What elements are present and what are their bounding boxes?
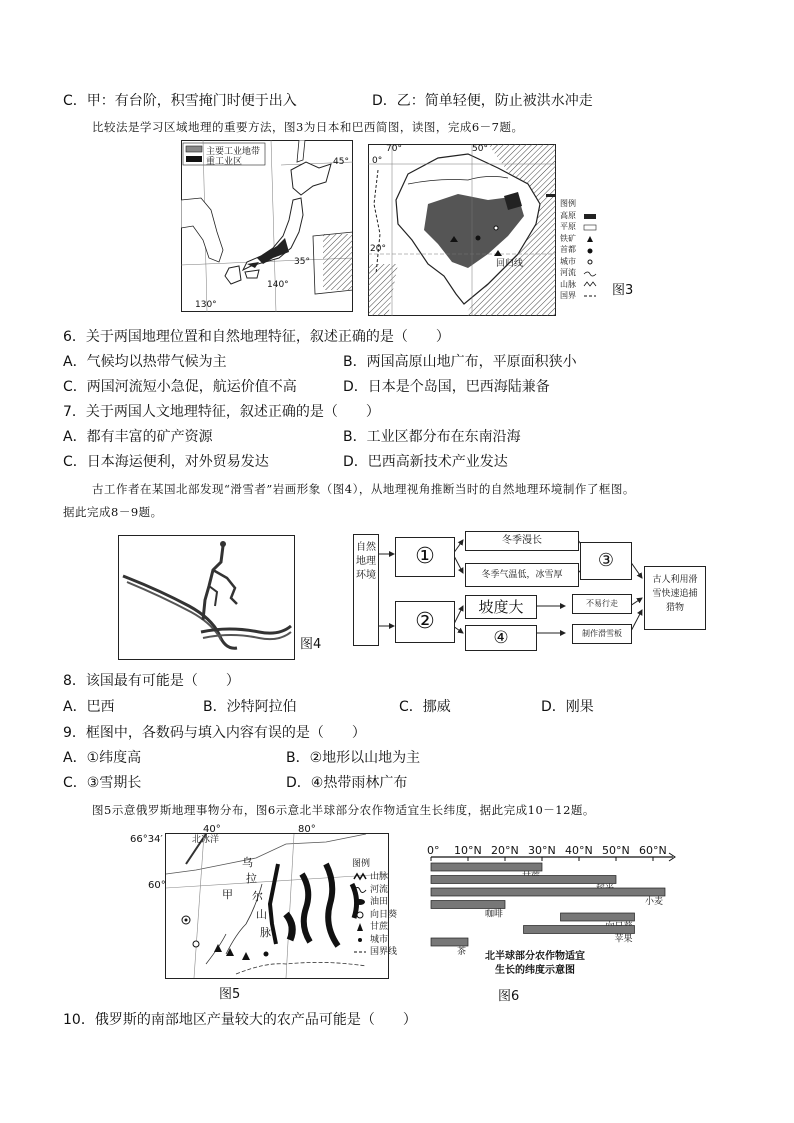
fig5-caption: 图5 xyxy=(219,987,241,1002)
city-icon xyxy=(358,938,362,942)
crop-bar xyxy=(561,913,635,921)
river-icon xyxy=(584,272,596,276)
intro-8-9-line2: 据此完成8－9题。 xyxy=(63,505,163,519)
q8-option-a: A．巴西 xyxy=(63,699,115,715)
box-winter-cold: 冬季气温低，冰雪厚 xyxy=(465,563,579,587)
russia-label-er: 尔 xyxy=(252,890,263,903)
q9-stem: 9．框图中，各数码与填入内容有误的是（ ） xyxy=(63,725,366,741)
sugarcane-icon xyxy=(357,923,363,931)
q7-stem: 7．关于两国人文地理特征，叙述正确的是（ ） xyxy=(63,404,380,420)
russia-legend-sunflower: 向日葵 xyxy=(370,909,398,920)
chart-title-line2: 生长的纬度示意图 xyxy=(495,965,575,976)
plateau-swatch xyxy=(584,214,596,219)
crop-bar-label: 咖啡 xyxy=(484,909,503,920)
capital-icon xyxy=(588,249,593,254)
river-icon xyxy=(354,888,366,893)
q9-option-d: D．④热带雨林广布 xyxy=(286,775,408,791)
q6-option-c: C．两国河流短小急促，航运价值不高 xyxy=(63,379,297,395)
russia-legend-items xyxy=(370,871,410,959)
russia-legend-symbols xyxy=(352,871,368,961)
oil-icon xyxy=(355,899,365,905)
russia-legend xyxy=(352,858,392,871)
q7-option-a: A．都有丰富的矿产资源 xyxy=(63,429,213,445)
city-icon xyxy=(588,260,592,264)
q7-option-c: C．日本海运便利，对外贸易发达 xyxy=(63,454,269,470)
brazil-lat20-label: 20° xyxy=(370,244,386,254)
brazil-lat0-label: 0° xyxy=(372,156,383,166)
q7-option-b: B．工业区都分布在东南沿海 xyxy=(343,429,521,445)
q8-option-c: C．挪威 xyxy=(399,699,451,715)
sunflower-icon xyxy=(357,912,363,918)
brazil-map xyxy=(368,144,556,316)
box-number-4: ④ xyxy=(465,625,537,651)
brazil-legend-symbols xyxy=(582,212,598,306)
box-slope: 坡度大 xyxy=(465,595,537,619)
russia-label-wu: 乌 xyxy=(242,856,253,869)
x-tick-label: 60°N xyxy=(639,844,667,857)
brazil-legend-river: 河流 xyxy=(560,268,576,277)
q6-option-d: D．日本是个岛国，巴西海陆兼备 xyxy=(343,379,550,395)
fig3-caption: 图3 xyxy=(612,283,634,298)
brazil-legend-city: 城市 xyxy=(560,256,576,266)
crop-bar xyxy=(431,863,542,871)
box-number-3: ③ xyxy=(580,542,632,580)
japan-legend-industrial-belt: 主要工业地带 xyxy=(206,147,261,157)
q10-stem: 10．俄罗斯的南部地区产量较大的农产品可能是（ ） xyxy=(63,1012,417,1028)
russia-label-mai: 脉 xyxy=(260,926,271,939)
russia-label-shan: 山 xyxy=(256,908,267,921)
intro-6-7: 比较法是学习区域地理的重要方法，图3为日本和巴西简图，读图，完成6－7题。 xyxy=(92,120,524,134)
russia-legend-city: 城市 xyxy=(370,934,389,945)
russia-ocean-label: 北冰洋 xyxy=(192,835,220,845)
q8-option-d: D．刚果 xyxy=(541,699,594,715)
intro-8-9-line1: 古工作者在某国北部发现“滑雪者”岩画形象（图4），从地理视角推断当时的自然地理环境制作了框图。 xyxy=(92,482,635,496)
box-natural-environment: 自然地理环境 xyxy=(353,534,379,646)
crop-bar xyxy=(431,901,505,909)
x-tick-label: 0° xyxy=(427,844,440,857)
x-tick-label: 40°N xyxy=(565,844,593,857)
japan-lat35-label: 35° xyxy=(294,257,310,267)
x-tick-label: 50°N xyxy=(602,844,630,857)
russia-legend-oil: 油田 xyxy=(370,897,389,907)
q8-stem: 8．该国最有可能是（ ） xyxy=(63,673,240,689)
brazil-legend-title: 图例 xyxy=(560,199,576,208)
crop-bar xyxy=(431,888,665,896)
brazil-legend-capital: 首都 xyxy=(560,245,576,254)
crop-bar-label: 茶 xyxy=(456,947,466,957)
crop-bar-label: 苹果 xyxy=(614,934,633,945)
q9-option-a: A．①纬度高 xyxy=(63,750,142,766)
x-tick-label: 10°N xyxy=(454,844,482,857)
japan-map xyxy=(181,140,353,312)
mountain-icon xyxy=(584,282,596,286)
fig6-caption: 图6 xyxy=(498,989,520,1004)
chart-title-line1: 北半球部分农作物适宜 xyxy=(485,951,585,962)
skier-rock-art xyxy=(118,535,295,660)
box-hard-walk: 不易行走 xyxy=(572,594,632,614)
q9-option-c: C．③雪期长 xyxy=(63,775,142,791)
russia-lon80: 80° xyxy=(298,824,316,835)
box-result: 古人利用滑雪快速追捕猎物 xyxy=(644,566,706,630)
crop-bar xyxy=(431,938,468,946)
brazil-lon50-label: 50° xyxy=(472,144,488,154)
x-tick-label: 30°N xyxy=(528,844,556,857)
q7-option-d: D．巴西高新技术产业发达 xyxy=(343,454,508,470)
mountain-icon xyxy=(354,874,366,879)
brazil-legend-iron: 铁矿 xyxy=(560,233,576,243)
fig4-caption: 图4 xyxy=(300,637,322,652)
q6-option-b: B．两国高原山地广布，平原面积狭小 xyxy=(343,354,577,370)
q5-option-d: D．乙：简单轻便，防止被洪水冲走 xyxy=(372,93,593,109)
brazil-tropic-label: 回归线 xyxy=(496,259,524,269)
q5-option-c: C．甲：有台阶，积雪掩门时便于出入 xyxy=(63,93,297,109)
russia-legend-sugarcane: 甘蔗 xyxy=(370,922,389,932)
brazil-legend-plateau: 高原 xyxy=(560,210,576,220)
russia-lat-arctic: 66°34′ xyxy=(130,834,163,845)
russia-legend-border: 国界线 xyxy=(370,947,398,957)
crop-bar xyxy=(524,926,635,934)
brazil-legend-border: 国界 xyxy=(560,291,576,300)
russia-legend-mountain: 山脉 xyxy=(370,872,389,882)
crop-bar xyxy=(431,876,616,884)
q9-option-b: B．②地形以山地为主 xyxy=(286,750,421,766)
japan-lon130-label: 130° xyxy=(195,300,217,310)
box-number-2: ② xyxy=(395,601,455,643)
russia-legend-river: 河流 xyxy=(370,884,389,895)
box-number-1: ① xyxy=(395,537,455,577)
brazil-lon70-label: 70° xyxy=(386,144,402,154)
box-winter-long: 冬季漫长 xyxy=(465,531,579,551)
russia-label-jia: 甲 xyxy=(222,888,233,901)
russia-lat60: 60° xyxy=(148,880,166,891)
russia-label-la: 拉 xyxy=(246,872,257,885)
box-make-ski: 制作滑雪板 xyxy=(572,624,632,644)
q6-option-a: A．气候均以热带气候为主 xyxy=(63,354,227,370)
intro-10-12: 图5示意俄罗斯地理事物分布，图6示意北半球部分农作物适宜生长纬度，据此完成10－12题。 xyxy=(92,803,595,817)
q8-option-b: B．沙特阿拉伯 xyxy=(203,699,297,715)
japan-lon140-label: 140° xyxy=(267,280,289,290)
plain-swatch xyxy=(584,225,596,230)
japan-lat45-label: 45° xyxy=(333,157,349,167)
brazil-legend-plain: 平原 xyxy=(560,222,576,231)
brazil-legend-mountain: 山脉 xyxy=(560,279,576,289)
russia-lon40: 40° xyxy=(203,824,221,835)
q6-stem: 6．关于两国地理位置和自然地理特征，叙述正确的是（ ） xyxy=(63,329,450,345)
crop-bar-label: 小麦 xyxy=(644,897,663,907)
x-tick-label: 20°N xyxy=(491,844,519,857)
crop-latitude-chart xyxy=(425,843,680,978)
japan-legend-heavy-industry: 重工业区 xyxy=(206,157,243,167)
russia-legend-title: 图例 xyxy=(352,859,371,869)
iron-icon xyxy=(587,236,593,242)
